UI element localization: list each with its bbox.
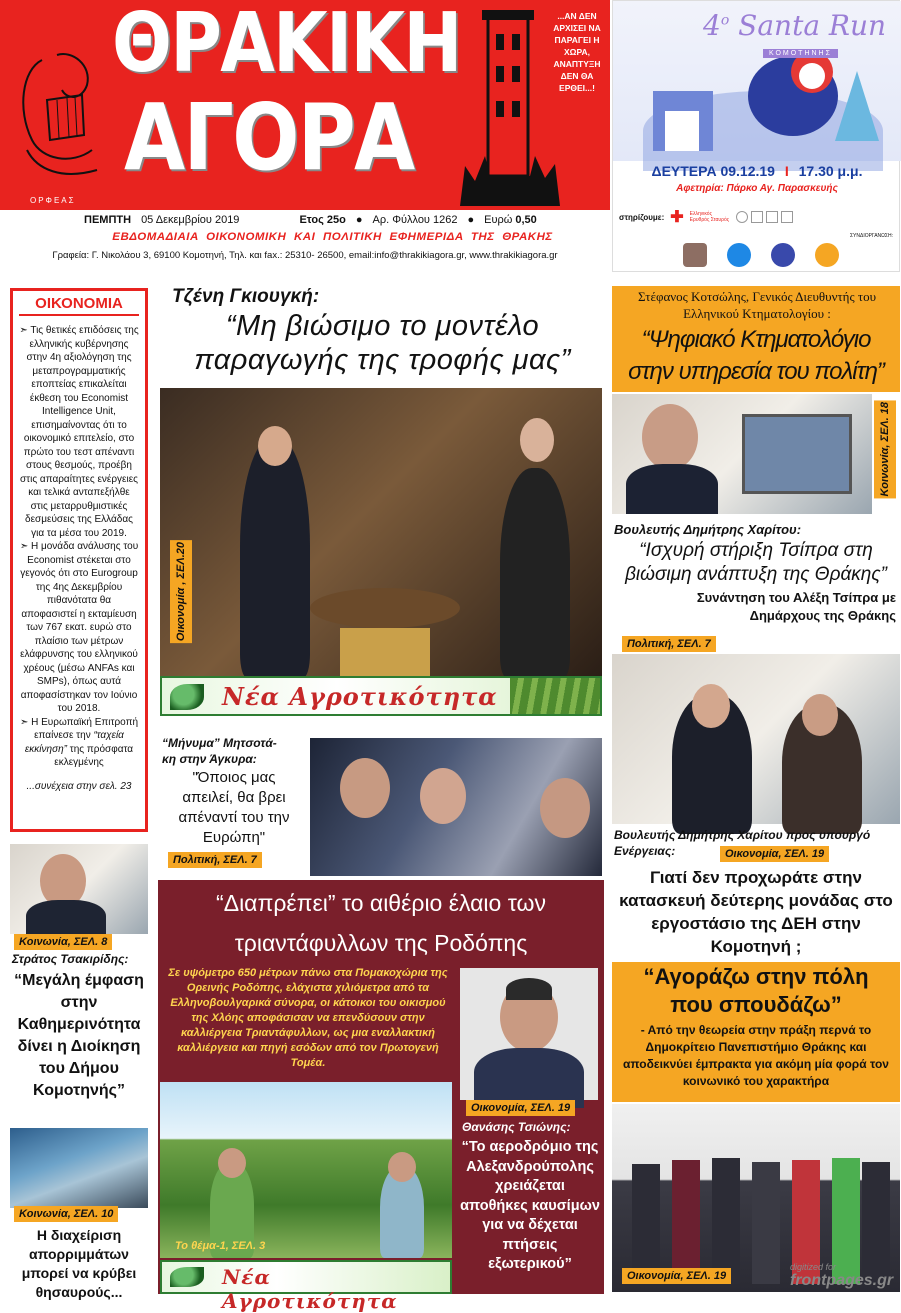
masthead-title-line1: ΘΡΑΚΙΚΗ <box>112 0 461 91</box>
ad-separator: I <box>784 163 789 179</box>
charitou1-tag[interactable]: Πολιτική, ΣΕΛ. 7 <box>622 636 716 652</box>
masthead-title-line2: ΑΓΟΡΑ <box>124 84 414 191</box>
charitou2-kicker-2: Ενέργειας: <box>614 844 676 858</box>
address-line: Γραφεία: Γ. Νικολάου 3, 69100 Κομοτηνή, Τηλ. και fax.: 25310- 26500, email:info@thrakikiagora.gr, www.thrakikiagora.gr <box>52 250 558 261</box>
tsakiridis-kicker: Στράτος Τσακιρίδης: <box>12 952 129 966</box>
issue-year: Ετος 25ο <box>299 214 346 226</box>
organizer-logos-icon <box>683 243 839 267</box>
kotsolis-intro: Στέφανος Κοτσώλης, Γενικός Διευθυντής του Ελληνικού Κτηματολογίου : <box>637 289 877 321</box>
economy-p1: Τις θετικές επιδόσεις της ελληνικής κυβέρνησης στην 4η αξιολόγηση της μεταπρογραμματικής εποπτείας επικαλείται έκθεση του Economist Intelligence Unit, επισημαίνοντας ότι το οικονομικό επιτελείο, στο πρώτο του τεστ απέναντι στους θεσμούς, προέβη στις απαραίτητες ενέργειες και τελικά ανταπεξήλθε στις μεταρρυθμιστικές δεσμεύσεις της Ελλάδας για τα μέσα του 2019. <box>19 325 139 539</box>
charitou1-kicker: Βουλευτής Δημήτρης Χαρίτου: <box>614 522 802 537</box>
university-photo[interactable] <box>612 1104 900 1292</box>
rose-headline-2[interactable]: τριαντάφυλλων της Ροδόπης <box>234 930 528 956</box>
masthead-motto: ...ΑΝ ΔΕΝ ΑΡΧΙΣΕΙ ΝΑ ΠΑΡΑΓΕΙ Η ΧΩΡΑ, ΑΝΑΠΤΥΞΗ ΔΕΝ ΘΑ ΕΡΘΕΙ...! <box>553 11 601 93</box>
economy-heading: ΟΙΚΟΝΟΜΙΑ <box>19 295 139 316</box>
field-icon <box>510 678 600 714</box>
ad-support-label: στηρίζουμε: <box>619 212 665 222</box>
economy-p3a: Η Ευρωπαϊκή Επιτροπή επαίνεσε την <box>31 716 139 741</box>
university-body: - Από την θεωρεία στην πράξη περνά το Δημοκρίτειο Πανεπιστήμιο Θράκης και αποδεικνύει έμπρακτα για ακόμη μία φορά τον κοινωνικό του χαρακτήρα <box>623 1023 889 1088</box>
waste-headline[interactable]: Η διαχείριση απορριμμάτων μπορεί να κρύβει θησαυρούς... <box>21 1227 137 1300</box>
leaf-icon <box>170 684 204 710</box>
agro-banner-top-text: Νέα Αγροτικότητα <box>222 682 498 711</box>
agro-banner-bottom-text: Νέα Αγροτικότητα <box>222 1265 398 1313</box>
issue-day: ΠΕΜΠΤΗ <box>84 214 132 226</box>
sponsor-logos-icon <box>736 211 793 223</box>
mitsotakis-photo[interactable] <box>310 738 602 876</box>
tsionis-kicker: Θανάσης Τσιώνης: <box>462 1120 571 1134</box>
issue-line <box>60 212 605 228</box>
ad-date: ΔΕΥΤΕΡΑ 09.12.19 <box>651 163 775 179</box>
ad-number-sup: o <box>720 12 730 29</box>
charitou1-sub-1: Συνάντηση του Αλέξη Τσίπρα με <box>696 590 896 605</box>
mitsotakis-kicker-2: κη στην Άγκυρα: <box>162 752 257 766</box>
charitou1-headline-1[interactable]: “Ισχυρή στήριξη Τσίπρα στη <box>639 540 873 561</box>
waste-tag[interactable]: Κοινωνία, ΣΕΛ. 10 <box>14 1206 118 1222</box>
charitou2-headline[interactable]: Γιατί δεν προχωράτε στην κατασκευή δεύτερης μονάδας στο εργοστάσιο της ΔΕΗ στην Κομοτηνή ; <box>619 868 893 956</box>
arrow-icon: ➣ <box>19 716 32 728</box>
rose-tag[interactable]: Το θέμα-1, ΣΕΛ. 3 <box>175 1240 266 1252</box>
mitsotakis-quote[interactable]: "Όποιος μας απειλεί, θα βρει απέναντί του την Ευρώπη" <box>178 769 290 846</box>
rose-body: Σε υψόμετρο 650 μέτρων πάνω στα Πομακοχώρια της Ορεινής Ροδόπης, ελάχιστα χιλιόμετρα από τα Ελληνοβουλγαρικά σύνορα, οι κάτοικοι του οικισμού της Χλόης αποφάσισαν να επενδύσουν στην καλλιέργεια Τριαντάφυλλων, ως μια εναλλακτική καλλιέργεια και πηγή εσόδων από τον Πρωτογενή Τομέα. <box>168 967 448 1069</box>
arrow-icon: ➣ <box>19 541 31 552</box>
main-story-tag[interactable]: Οικονομία , ΣΕΛ.20 <box>170 540 192 643</box>
ad-time: 17.30 μ.μ. <box>798 163 863 179</box>
main-headline-2[interactable]: παραγωγής της τροφής μας” <box>194 344 571 376</box>
mitsotakis-kicker-1: “Μήνυμα” Μητσοτά- <box>162 736 277 750</box>
economy-p2: Η μονάδα ανάλυσης του Economist στέκεται στο γεγονός ότι στο Eurogroup της 4ης Δεκεμβρίου πιθανότατα θα αποφασιστεί η εκταμίευση των 767 εκατ. ευρώ στο πλαίσιο των μέτρων ελάφρυνσης του ελληνικού χρέους (μέσω ANFAs και SMPs), όπως αυτά αποφασίστηκαν τον Ιούνιο του 2018. <box>20 541 139 714</box>
rose-headline-1[interactable]: “Διαπρέπει” το αιθέριο έλαιο των <box>216 890 546 916</box>
ad-redcross: Ελληνικός Ερυθρός Σταυρός <box>689 211 730 223</box>
price-value: 0,50 <box>515 214 537 226</box>
main-headline-1[interactable]: “Μη βιώσιμο το μοντέλο <box>225 310 540 342</box>
orpheus-logo <box>12 40 112 190</box>
tsionis-photo[interactable] <box>460 968 598 1100</box>
arrow-icon: ➣ <box>19 325 31 336</box>
kotsolis-photo[interactable] <box>612 394 872 514</box>
logo-caption: ΟΡΦΕΑΣ <box>30 196 76 205</box>
charitou1-headline-2[interactable]: βιώσιμη ανάπτυξη της Θράκης” <box>625 564 887 585</box>
economy-more[interactable]: ...συνέχεια στην σελ. 23 <box>26 780 132 792</box>
agro-banner-bottom[interactable] <box>160 1260 452 1313</box>
charitou1-sub-2: Δημάρχους της Θράκης <box>749 608 896 623</box>
price-label: Ευρώ <box>484 214 513 226</box>
issue-number: Αρ. Φύλλου 1262 <box>372 214 458 226</box>
charitou2-kicker-1: Βουλευτής Δημήτρης Χαρίτου προς υπουργό <box>614 828 871 842</box>
tsionis-quote[interactable]: “Το αεροδρόμιο της Αλεξανδρούπολης χρειάζεται αποθήκες καυσίμων για να δέχεται πτήσεις εξωτερικού” <box>460 1139 600 1272</box>
economy-p3c: της πρόσφατα εκλεγμένης <box>54 743 134 768</box>
main-photo[interactable] <box>160 388 602 676</box>
waste-photo[interactable] <box>10 1128 148 1208</box>
ad-city: ΚΟΜΟΤΗΝΗΣ <box>763 49 838 58</box>
clock-tower-icon <box>460 6 560 206</box>
tsionis-tag[interactable]: Οικονομία, ΣΕΛ. 19 <box>466 1100 575 1116</box>
rose-photo[interactable] <box>160 1082 452 1258</box>
tsipras-photo[interactable] <box>612 654 900 824</box>
tsakiridis-photo[interactable] <box>10 844 148 934</box>
main-kicker: Τζένη Γκιουγκή: <box>172 286 320 307</box>
kotsolis-headline-2[interactable]: στην υπηρεσία του πολίτη” <box>628 358 884 385</box>
economy-box <box>10 288 148 832</box>
ad-start: Αφετηρία: Πάρκο Αγ. Παρασκευής <box>676 183 838 194</box>
agro-banner-top[interactable] <box>160 676 602 716</box>
mitsotakis-tag[interactable]: Πολιτική, ΣΕΛ. 7 <box>168 852 262 868</box>
ad-organizers: ΣΥΝΔΙΟΡΓΑΝΩΣΗ: <box>849 233 893 239</box>
bullet-icon: ● <box>467 214 475 226</box>
university-headline-2[interactable]: που σπουδάζω” <box>670 992 842 1017</box>
watermark-line1: digitized for <box>790 1262 837 1272</box>
economy-p3b: “ταχεία εκκίνηση” <box>24 730 124 755</box>
masthead <box>0 0 610 210</box>
tsakiridis-tag[interactable]: Κοινωνία, ΣΕΛ. 8 <box>14 934 112 950</box>
ad-number: 4 <box>703 9 721 42</box>
university-headline-1[interactable]: “Αγοράζω στην πόλη <box>643 964 869 989</box>
kotsolis-tag[interactable]: Κοινωνία, ΣΕΛ. 18 <box>874 400 896 498</box>
tagline: ΕΒΔΟΜΑΔΙΑΙΑ ΟΙΚΟΝΟΜΙΚΗ ΚΑΙ ΠΟΛΙΤΙΚΗ ΕΦΗΜΕΡΙΔΑ ΤΗΣ ΘΡΑΚΗΣ <box>112 231 553 243</box>
tsakiridis-quote[interactable]: “Μεγάλη έμφαση στην Καθημερινότητα δίνει η Διοίκηση του Δήμου Κομοτηνής” <box>14 972 144 1099</box>
tree-icon <box>835 71 879 141</box>
red-cross-icon: ✚ <box>670 209 684 226</box>
leaf-icon <box>170 1267 204 1287</box>
kotsolis-headline-1[interactable]: “Ψηφιακό Κτηματολόγιο <box>641 326 871 353</box>
ad-title: Santa Run <box>738 9 887 42</box>
ad-illustration <box>613 1 901 161</box>
bullet-icon: ● <box>355 214 363 226</box>
issue-date: 05 Δεκεμβρίου 2019 <box>141 214 240 226</box>
university-tag[interactable]: Οικονομία, ΣΕΛ. 19 <box>622 1268 731 1284</box>
charitou2-tag[interactable]: Οικονομία, ΣΕΛ. 19 <box>720 846 829 862</box>
santa-run-ad[interactable] <box>612 0 900 272</box>
watermark-line2: frontpages.gr <box>790 1272 894 1289</box>
